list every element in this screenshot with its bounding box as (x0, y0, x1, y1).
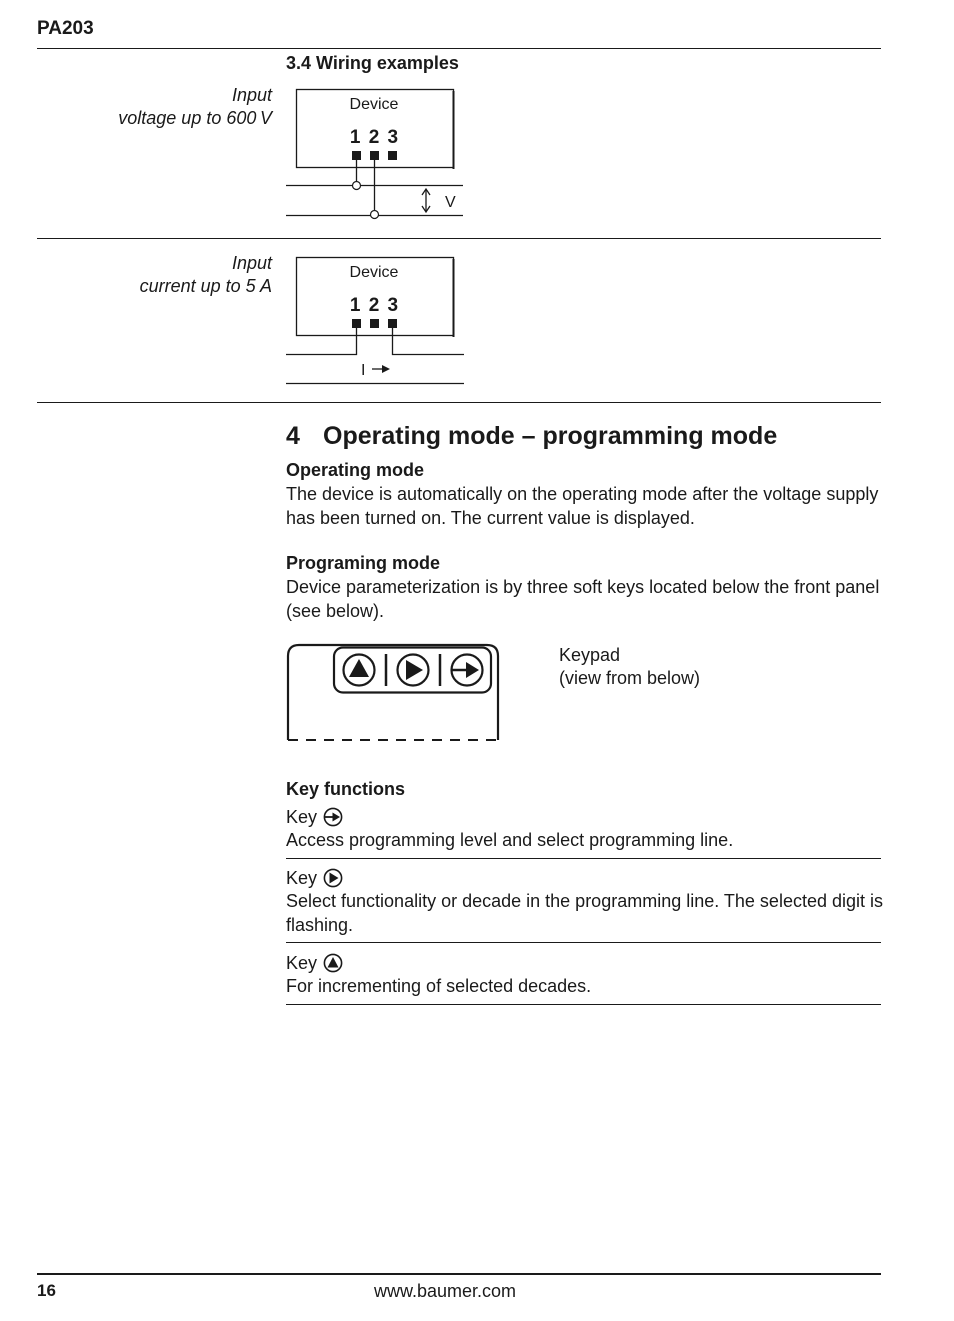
terminal-2 (370, 151, 379, 160)
terminal-numbers: 1 2 3 (349, 127, 399, 148)
terminal-1 (352, 319, 361, 328)
key-row-rule (286, 942, 881, 943)
key-row-rule (286, 858, 881, 859)
section-4-number: 4 (286, 422, 300, 450)
keypad-illustration (284, 642, 504, 746)
voltage-caption-line1: Input (231, 85, 272, 105)
junction-node (353, 182, 361, 190)
key-up-description: For incrementing of selected decades. (286, 976, 592, 996)
page-number: 16 (37, 1281, 56, 1300)
key-label: Key (286, 807, 318, 827)
voltage-caption (36, 84, 272, 130)
section-4-heading (286, 422, 777, 451)
current-caption (36, 252, 272, 298)
document-model-name: PA203 (37, 18, 94, 39)
section-divider (37, 402, 881, 403)
terminal-2 (370, 319, 379, 328)
key-right-line (286, 867, 343, 890)
keypad-caption-line2: (view from below) (559, 668, 701, 688)
voltage-symbol: V (445, 194, 456, 211)
header-rule (37, 48, 881, 49)
current-wiring-diagram (284, 254, 474, 389)
footer-url: www.baumer.com (374, 1281, 517, 1301)
current-caption-line2: current up to 5 A (139, 276, 272, 296)
footer-rule (37, 1273, 881, 1275)
terminal-1 (352, 151, 361, 160)
enter-key-icon (452, 655, 483, 686)
up-key-icon (344, 655, 375, 686)
section-4-title: Operating mode – programming mode (323, 422, 778, 450)
key-functions-heading: Key functions (286, 779, 406, 799)
programing-mode-heading: Programing mode (286, 553, 441, 573)
device-label: Device (349, 264, 399, 281)
section-divider (37, 238, 881, 239)
key-right-description: Select functionality or decade in the programming line. The selected digit is flashing. (286, 891, 883, 935)
section-3-4-title: 3.4 Wiring examples (286, 53, 459, 73)
current-caption-line1: Input (231, 253, 272, 273)
key-enter-description: Access programming level and select programming line. (286, 830, 734, 850)
terminal-3 (388, 151, 397, 160)
keypad-caption (559, 644, 700, 690)
right-key-icon (398, 655, 429, 686)
operating-mode-heading: Operating mode (286, 460, 425, 480)
up-triangle-icon (323, 953, 343, 973)
right-triangle-icon (323, 868, 343, 888)
programing-mode-text: Device parameterization is by three soft keys located below the front panel (see below). (286, 577, 880, 621)
terminal-numbers: 1 2 3 (349, 295, 399, 316)
key-label: Key (286, 868, 318, 888)
keypad-caption-line1: Keypad (559, 645, 621, 665)
enter-arrow-icon (323, 807, 343, 827)
key-enter-line (286, 806, 343, 829)
device-label: Device (349, 96, 399, 113)
current-symbol: I (361, 362, 366, 379)
key-up-line (286, 952, 343, 975)
junction-node (371, 211, 379, 219)
key-row-rule (286, 1004, 881, 1005)
terminal-3 (388, 319, 397, 328)
voltage-wiring-diagram (284, 86, 474, 226)
operating-mode-text: The device is automatically on the operating mode after the voltage supply has been turned on. The current value is displayed. (286, 484, 879, 528)
voltage-caption-line2: voltage up to 600 V (118, 108, 272, 128)
key-label: Key (286, 953, 318, 973)
